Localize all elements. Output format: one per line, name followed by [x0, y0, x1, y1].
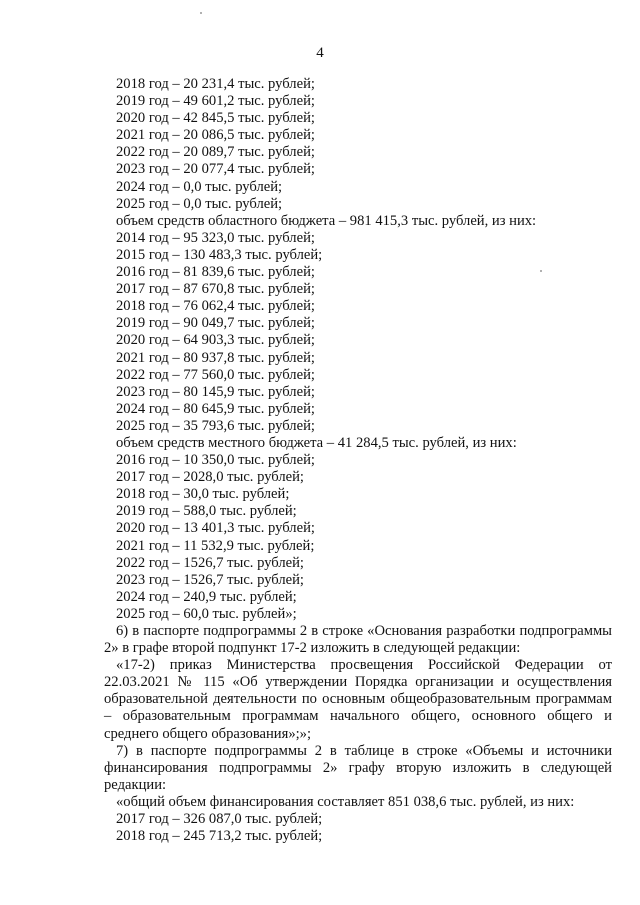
list-item: 2024 год – 240,9 тыс. рублей;	[116, 588, 297, 605]
list-item: 2019 год – 588,0 тыс. рублей;	[116, 503, 297, 520]
list-item: 2018 год – 20 231,4 тыс. рублей;	[116, 76, 315, 92]
total-financing-header: «общий объем финансирования составляет 851 038,6 тыс. рублей, из них:	[116, 793, 575, 810]
item-6-quote: «17-2) приказ Министерства просвещения Российской Федерации от 22.03.2021 № 115 «Об утверждении Порядка организации и осуществления образовательной деятельности по основным общеобразовательным программам – образовательным программам начального общего, основного общего и среднего общего образования»;»;	[104, 657, 612, 742]
list-item: 2024 год – 0,0 тыс. рублей;	[116, 178, 283, 195]
federal-budget-list	[104, 76, 612, 213]
page-number: 4	[316, 45, 324, 61]
list-item: 2023 год – 1526,7 тыс. рублей;	[116, 571, 304, 588]
list-item: 2023 год – 20 077,4 тыс. рублей;	[116, 161, 315, 178]
regional-budget-header: объем средств областного бюджета – 981 415,3 тыс. рублей, из них:	[116, 212, 537, 229]
list-item: 2017 год – 326 087,0 тыс. рублей;	[116, 811, 323, 828]
item-6-paragraph: 6) в паспорте подпрограммы 2 в строке «Основания разработки подпрограммы 2» в графе второй подпункт 17-2 изложить в следующей редакции:	[104, 623, 612, 657]
list-item: 2018 год – 76 062,4 тыс. рублей;	[116, 298, 315, 315]
list-item: 2016 год – 81 839,6 тыс. рублей;	[116, 264, 315, 281]
item-7-paragraph: 7) в паспорте подпрограммы 2 в таблице в строке «Объемы и источники финансирования подпрограммы 2» графу вторую изложить в следующей редакции:	[104, 742, 612, 793]
list-item: 2025 год – 60,0 тыс. рублей»;	[116, 605, 297, 622]
list-item: 2022 год – 77 560,0 тыс. рублей;	[116, 366, 315, 383]
list-item: 2020 год – 13 401,3 тыс. рублей;	[116, 520, 315, 537]
list-item: 2019 год – 49 601,2 тыс. рублей;	[116, 93, 315, 110]
list-item: 2022 год – 1526,7 тыс. рублей;	[116, 554, 304, 571]
list-item: 2020 год – 64 903,3 тыс. рублей;	[116, 332, 315, 349]
list-item: 2025 год – 0,0 тыс. рублей;	[116, 195, 283, 212]
list-item: 2018 год – 30,0 тыс. рублей;	[116, 486, 290, 503]
list-item: 2015 год – 130 483,3 тыс. рублей;	[116, 246, 323, 263]
list-item: 2020 год – 42 845,5 тыс. рублей;	[116, 110, 315, 127]
regional-budget-list	[104, 230, 612, 435]
local-budget-list	[104, 452, 612, 623]
local-budget-header: объем средств местного бюджета – 41 284,5 тыс. рублей, из них:	[116, 434, 517, 451]
document-body	[104, 76, 612, 845]
list-item: 2017 год – 87 670,8 тыс. рублей;	[116, 281, 315, 298]
list-item: 2021 год – 20 086,5 тыс. рублей;	[116, 127, 315, 144]
list-item: 2025 год – 35 793,6 тыс. рублей;	[116, 417, 315, 434]
list-item: 2021 год – 11 532,9 тыс. рублей;	[116, 537, 315, 554]
list-item: 2017 год – 2028,0 тыс. рублей;	[116, 469, 304, 486]
list-item: 2024 год – 80 645,9 тыс. рублей;	[116, 400, 315, 417]
scan-speck	[200, 12, 202, 14]
list-item: 2014 год – 95 323,0 тыс. рублей;	[116, 229, 315, 246]
list-item: 2023 год – 80 145,9 тыс. рублей;	[116, 383, 315, 400]
list-item: 2021 год – 80 937,8 тыс. рублей;	[116, 349, 315, 366]
list-item: 2019 год – 90 049,7 тыс. рублей;	[116, 315, 315, 332]
list-item: 2018 год – 245 713,2 тыс. рублей;	[116, 828, 323, 845]
list-item: 2022 год – 20 089,7 тыс. рублей;	[116, 144, 315, 161]
list-item: 2016 год – 10 350,0 тыс. рублей;	[116, 452, 315, 469]
total-financing-list	[104, 811, 612, 845]
